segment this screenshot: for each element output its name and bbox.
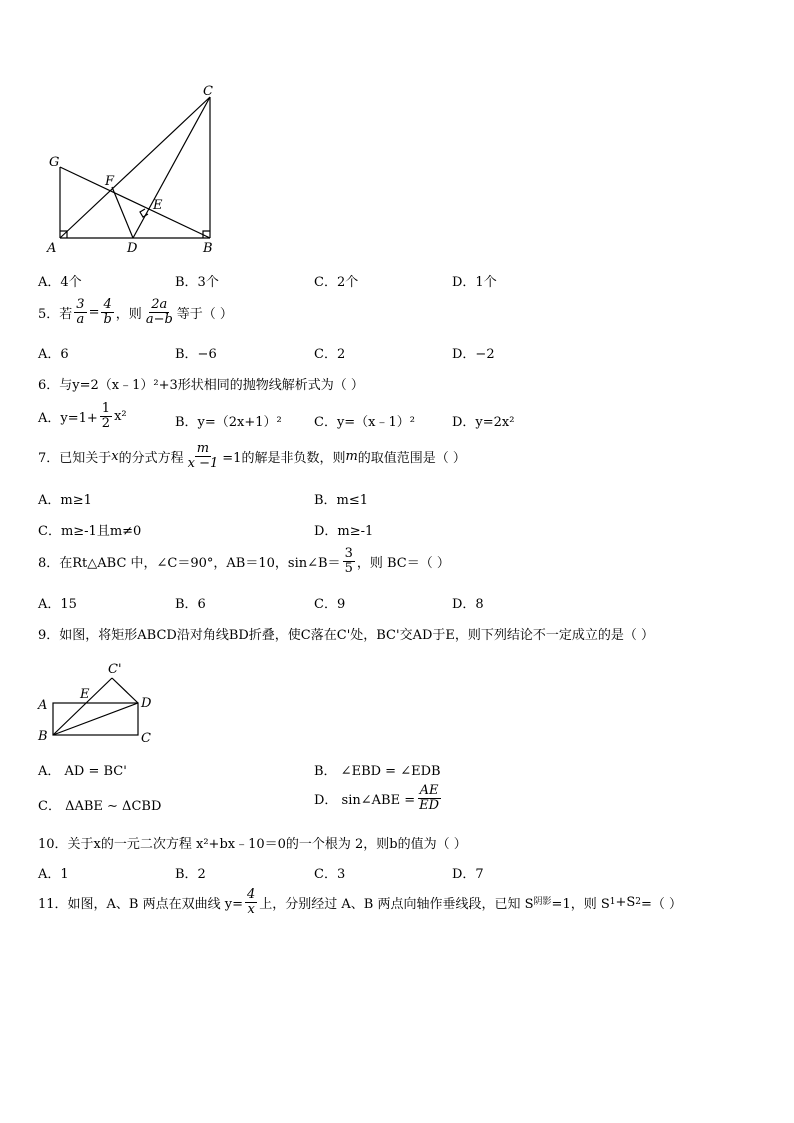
q4-option-a: A．4个 <box>38 275 82 290</box>
q9-option-b: B． ∠EBD = ∠EDB <box>314 764 441 779</box>
q10-option-c: C．3 <box>314 867 346 882</box>
q5-option-c: C．2 <box>314 347 346 362</box>
q7-stem: 7．已知关于 x 的分式方程 $\frac{m}{x -1}$ =1的解是非负数，则 m 的取值范围是（ ） <box>38 441 466 471</box>
q5-option-d: D．−2 <box>452 347 495 362</box>
q8-option-b: B．6 <box>175 597 206 612</box>
q10-stem: 10．关于x的一元二次方程 x²+bx﹣10＝0的一个根为 2，则b的值为（ ） <box>38 837 467 852</box>
q4-option-d: D．1个 <box>452 275 497 290</box>
label-e: E <box>153 198 163 213</box>
q10-option-a: A．1 <box>38 867 69 882</box>
q7-option-b: B．m≤1 <box>314 493 369 508</box>
label-a: A <box>38 698 48 713</box>
label-b: B <box>203 241 213 256</box>
q6-option-d: D．y=2x² <box>452 415 515 430</box>
q7-option-c: C．m≥-1且m≠0 <box>38 524 142 539</box>
q9-stem: 9．如图，将矩形ABCD沿对角线BD折叠，使C落在C'处，BC'交AD于E，则下列结论不一定成立的是（ ） <box>38 628 655 643</box>
q4-option-c: C．2个 <box>314 275 359 290</box>
q5-option-b: B．−6 <box>175 347 217 362</box>
q8-option-c: C．9 <box>314 597 346 612</box>
label-d: D <box>127 241 138 256</box>
geometry-figure-9 <box>34 655 164 745</box>
q7-option-d: D．m≥-1 <box>314 524 374 539</box>
q5-stem: 5．若 $\frac{3}{a}$ = $\frac{4}{b}$ ，则 $\frac{2a}{a-b}$ 等于（ ） <box>38 297 233 327</box>
geometry-figure-1 <box>40 80 230 260</box>
q6-option-a: A．y=1+ $\frac{1}{2}$ x² <box>38 401 127 431</box>
label-c: C <box>141 731 151 745</box>
q6-option-c: C．y=（x﹣1）² <box>314 415 415 430</box>
q4-option-b: B．3个 <box>175 275 219 290</box>
q10-option-d: D．7 <box>452 867 484 882</box>
q10-option-b: B．2 <box>175 867 206 882</box>
label-g: G <box>49 155 60 170</box>
label-b: B <box>38 729 48 744</box>
q7-option-a: A．m≥1 <box>38 493 92 508</box>
label-a: A <box>47 241 57 256</box>
q8-option-d: D．8 <box>452 597 484 612</box>
q9-option-d: D． sin∠ABE = $\frac{AE}{ED}$ <box>314 783 440 813</box>
label-e: E <box>80 687 90 702</box>
q5-option-a: A．6 <box>38 347 69 362</box>
label-d: D <box>141 696 152 711</box>
q6-option-b: B．y=（2x+1）² <box>175 415 282 430</box>
q11-stem: 11．如图，A、B 两点在双曲线 y= $\frac{4}{x}$ 上，分别经过 A、B 两点向轴作垂线段，已知 S 阴影 =1，则 S 1 +S 2 =（ ） <box>38 887 683 917</box>
q9-option-a: A． AD = BC' <box>38 764 127 779</box>
q9-option-c: C． ΔABE ∼ ΔCBD <box>38 799 162 814</box>
label-c: C <box>203 84 213 99</box>
q6-stem: 6．与y=2（x﹣1）²+3形状相同的抛物线解析式为（ ） <box>38 378 364 393</box>
label-f: F <box>105 174 115 189</box>
q8-option-a: A．15 <box>38 597 77 612</box>
label-c-prime: C' <box>108 662 122 677</box>
q8-stem: 8．在Rt△ABC 中，∠C＝90°，AB＝10，sin∠B＝ $\frac{3}{5}$ ，则 BC＝（ ） <box>38 546 450 576</box>
